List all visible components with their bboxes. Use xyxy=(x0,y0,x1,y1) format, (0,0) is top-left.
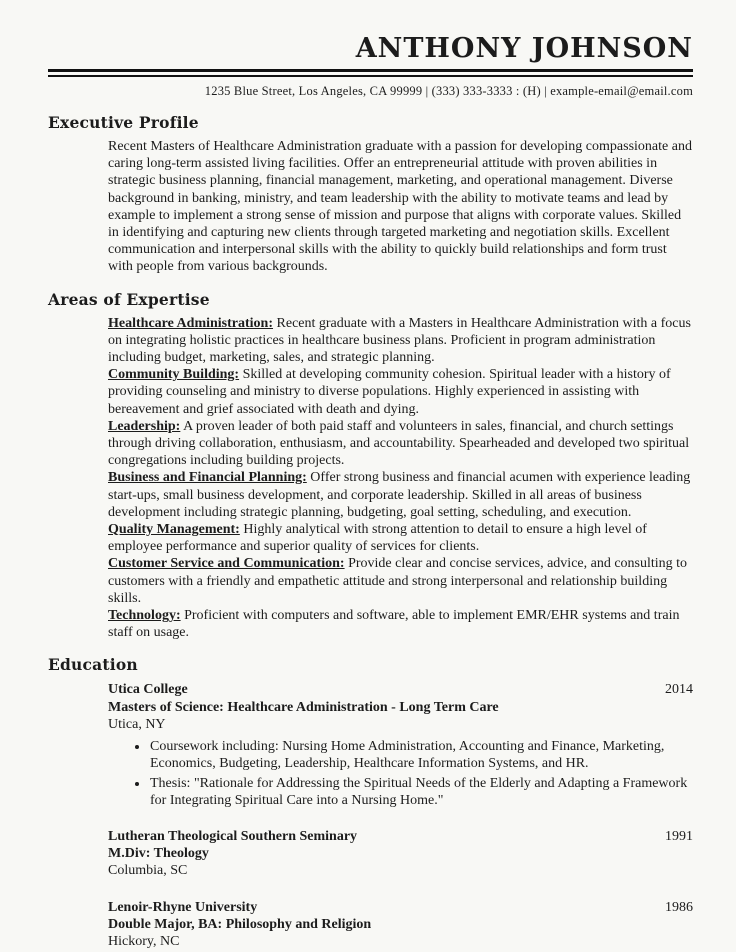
expertise-term: Community Building: xyxy=(108,367,240,383)
education-entry-lenoir-rhyne xyxy=(108,899,693,951)
school-location: Columbia, SC xyxy=(108,863,188,879)
graduation-year: 1986 xyxy=(665,899,693,915)
education-entry-header xyxy=(108,828,693,845)
expertise-description: Highly analytical with strong attention to detail to ensure a high level of employee performance and superior quality of services for clients. xyxy=(108,522,647,555)
expertise-description: Recent graduate with a Masters in Healthcare Administration with a focus on integrating holistic practices in healthcare business plans. Proficient in program administration including budget, marketing, sales, and strategic planning. xyxy=(108,315,691,366)
education-bullet-list xyxy=(108,738,693,809)
expertise-item-leadership xyxy=(108,418,693,470)
school-location: Utica, NY xyxy=(108,716,166,732)
expertise-term: Healthcare Administration: xyxy=(108,315,274,331)
school-name: Lenoir-Rhyne University xyxy=(108,899,258,915)
expertise-list xyxy=(108,315,693,642)
expertise-description: Skilled at developing community cohesion. Spiritual leader with a history of providing counseling and ministry to diverse populations. Highly experienced in assisting with bereavement and grief associated with death and dying. xyxy=(108,367,671,417)
education-entry-lutheran-seminary xyxy=(108,828,693,880)
school-location: Hickory, NC xyxy=(108,933,180,949)
candidate-name: ANTHONY JOHNSON xyxy=(355,33,693,64)
section-education xyxy=(48,655,693,950)
expertise-item-healthcare-administration xyxy=(108,315,693,367)
education-entry-header xyxy=(108,681,693,698)
expertise-term: Leadership: xyxy=(108,418,181,434)
expertise-term: Customer Service and Communication: xyxy=(108,556,345,572)
resume-header xyxy=(48,34,693,99)
section-areas-of-expertise xyxy=(48,290,693,642)
section-executive-profile xyxy=(48,113,693,276)
education-entry-utica-college xyxy=(108,681,693,808)
executive-profile-paragraph: Recent Masters of Healthcare Administration graduate with a passion for developing compassionate and caring long-term assisted living facilities. Offer an entrepreneurial attitude with proven abilities in strategic business planning, financial management, marketing, and operational management. Diverse background in banking, ministry, and team leadership with the ability to motivate teams and lead by example to implement a strong sense of mission and purpose that aligns with corporate values. Skilled in identifying and capturing new clients through targeted marketing and negotiation skills. Excellent communication and interpersonal skills with the ability to quickly build relationships and form trust with people from various backgrounds. xyxy=(108,139,692,275)
school-name: Lutheran Theological Southern Seminary xyxy=(108,828,358,844)
header-rule-divider xyxy=(48,69,693,77)
expertise-description: Proficient with computers and software, able to implement EMR/EHR systems and train staff on usage. xyxy=(108,608,680,641)
expertise-item-quality-management xyxy=(108,521,693,555)
expertise-item-business-financial-planning xyxy=(108,469,693,521)
education-list xyxy=(108,681,693,950)
school-name: Utica College xyxy=(108,682,188,698)
education-heading: Education xyxy=(48,655,138,675)
graduation-year: 1991 xyxy=(665,828,693,844)
expertise-term: Quality Management: xyxy=(108,522,240,538)
expertise-term: Business and Financial Planning: xyxy=(108,470,307,486)
expertise-term: Technology: xyxy=(108,608,181,624)
degree-title: M.Div: Theology xyxy=(108,846,209,862)
expertise-description: A proven leader of both paid staff and volunteers in sales, financial, and church settings through driving collaboration, enthusiasm, and accountability. Spearheaded and developed two spiritual congregations including building projects. xyxy=(108,418,690,469)
degree-title: Double Major, BA: Philosophy and Religion xyxy=(108,916,372,932)
expertise-item-customer-service-communication xyxy=(108,555,693,607)
expertise-item-technology xyxy=(108,607,693,641)
education-bullet: • Thesis: "Rationale for Addressing the Spiritual Needs of the Elderly and Adapting a Framework for Integrating Spiritual Care into a Nursing Home." xyxy=(149,775,693,809)
graduation-year: 2014 xyxy=(665,682,693,698)
degree-title: Masters of Science: Healthcare Administration - Long Term Care xyxy=(108,699,499,715)
expertise-item-community-building xyxy=(108,366,693,418)
education-bullet: • Coursework including: Nursing Home Administration, Accounting and Finance, Marketing, Economics, Budgeting, Leadership, Healthcare Information Systems, and HR. xyxy=(149,738,693,772)
expertise-description: Offer strong business and financial acumen with experience leading start-ups, small business development, and corporate leadership. Skilled in all areas of business development including strategic planning, budgeting, goal setting, scheduling, and execution. xyxy=(108,470,691,520)
expertise-description: Provide clear and concise services, advice, and consulting to customers with a friendly and empathetic attitude and strong interpersonal and relationship building skills. xyxy=(108,556,688,606)
areas-of-expertise-heading: Areas of Expertise xyxy=(48,289,210,309)
contact-info: 1235 Blue Street, Los Angeles, CA 99999 | (333) 333-3333 : (H) | example-email@email.com xyxy=(204,84,693,98)
executive-profile-heading: Executive Profile xyxy=(48,113,199,132)
education-entry-header xyxy=(108,899,693,916)
